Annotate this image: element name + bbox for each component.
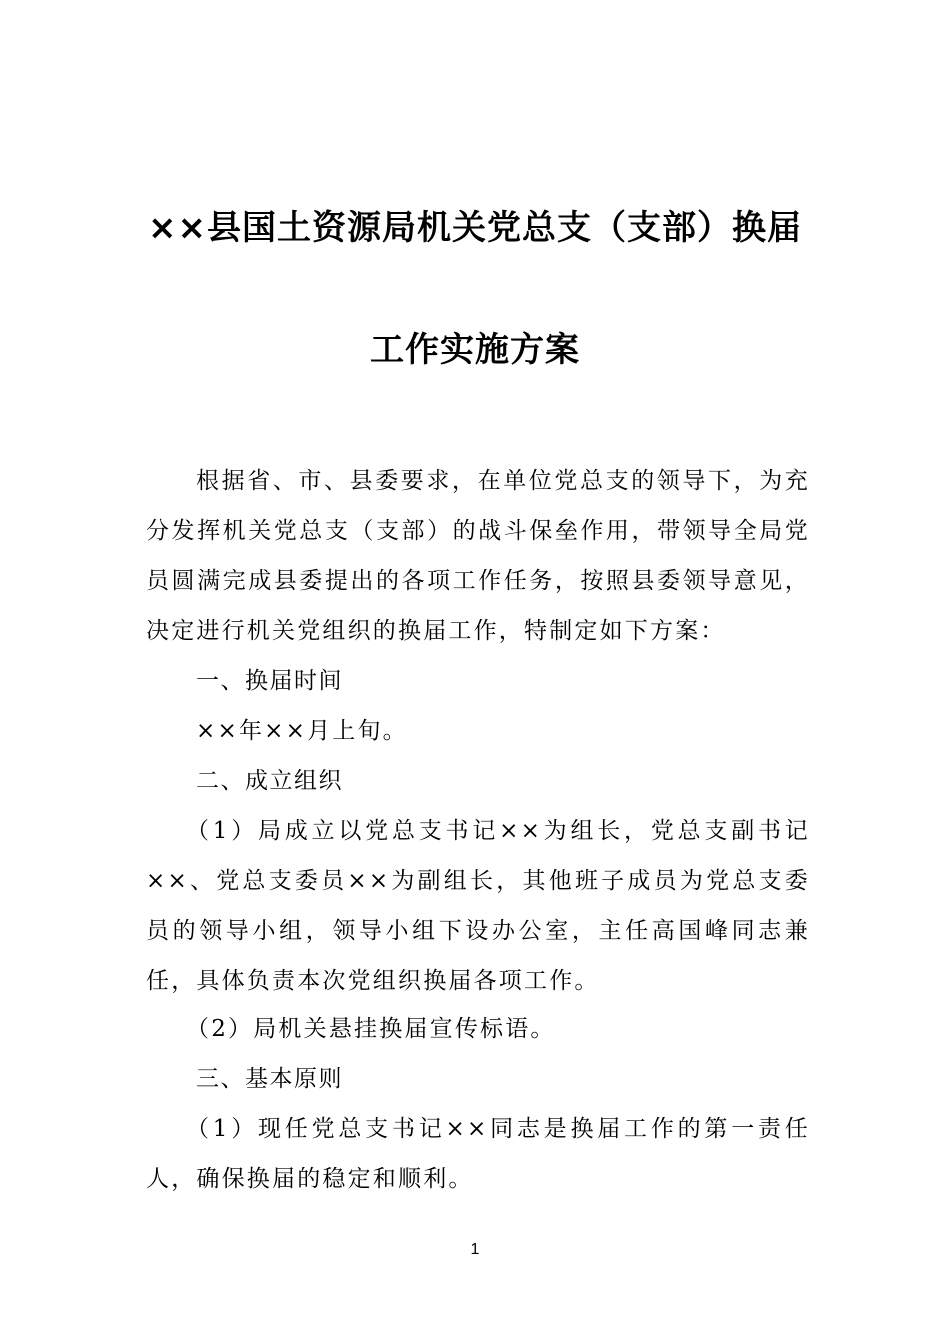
document-title-line-1: ××县国土资源局机关党总支（支部）换届	[148, 208, 802, 248]
section-paragraph-time: ××年××月上旬。	[196, 718, 408, 744]
document-title-line-2: 工作实施方案	[370, 330, 580, 370]
page-number: 1	[470, 1241, 480, 1258]
section-paragraph-principles-1: （1）现任党总支书记××同志是换届工作的第一责任人，确保换届的稳定和顺利。	[146, 1116, 810, 1192]
intro-paragraph: 根据省、市、县委要求，在单位党总支的领导下，为充分发挥机关党总支（支部）的战斗保垒作用，带领导全局党员圆满完成县委提出的各项工作任务，按照县委领导意见，决定进行机关党组织的换届工作，特制定如下方案：	[146, 468, 810, 644]
section-heading-time: 一、换届时间	[196, 668, 343, 694]
section-paragraph-organization-1: （1）局成立以党总支书记××为组长，党总支副书记××、党总支委员××为副组长，其他班子成员为党总支委员的领导小组，领导小组下设办公室，主任高国峰同志兼任，具体负责本次党组织换届各项工作。	[146, 818, 810, 994]
section-paragraph-organization-2: （2）局机关悬挂换届宣传标语。	[186, 1016, 556, 1042]
section-heading-organization: 二、成立组织	[196, 768, 343, 794]
section-heading-principles: 三、基本原则	[196, 1066, 343, 1092]
